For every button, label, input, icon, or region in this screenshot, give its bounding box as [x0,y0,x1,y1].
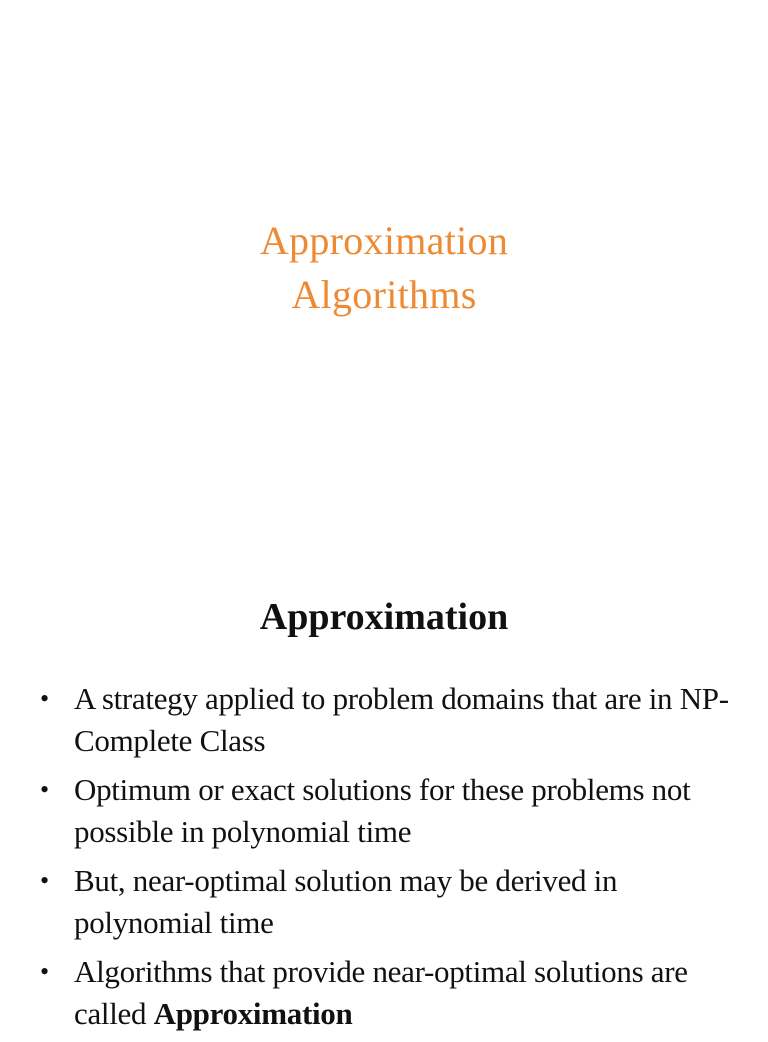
bullet-icon: • [40,866,49,895]
bullet-text: But, near-optimal solution may be derived in polynomial time [74,863,618,940]
bullet-item [40,769,738,853]
content-slide [0,540,768,1031]
bullet-list [40,678,738,1042]
bullet-text: Optimum or exact solutions for these problems not possible in polynomial time [74,772,691,849]
slide-title: Approximation [259,596,509,638]
bullet-item [40,678,738,762]
title-line-1: Approximation [259,218,509,263]
bullet-bold-term: Approximation [153,996,353,1031]
bullet-icon: • [40,957,49,986]
bullet-text: Algorithms that provide near-optimal solutions are called [74,954,688,1031]
bullet-item [40,951,738,1035]
title-line-2: Algorithms [291,272,477,317]
bullet-text: A strategy applied to problem domains that are in NP-Complete Class [74,681,729,758]
bullet-icon: • [40,775,49,804]
bullet-item [40,860,738,944]
bullet-icon: • [40,684,49,713]
presentation-title [0,214,768,322]
